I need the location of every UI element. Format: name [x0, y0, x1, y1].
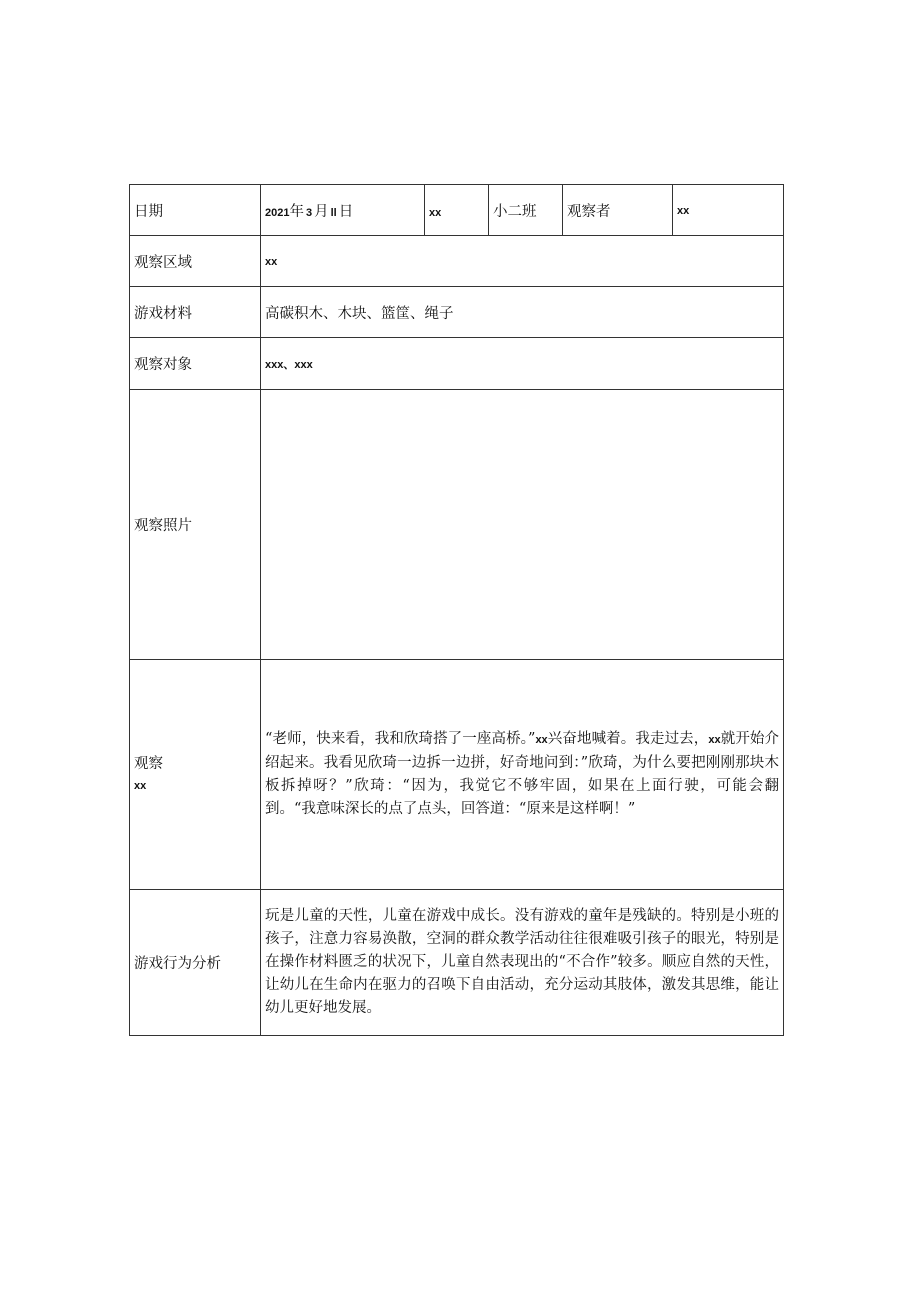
date-day-suffix: 日: [338, 203, 354, 220]
observer-label: 观察者: [563, 185, 673, 236]
observation-text-xx2: xx: [708, 734, 721, 746]
observation-label-cell: [130, 660, 261, 890]
date-month-suffix: 月: [314, 203, 329, 220]
area-cell: [261, 236, 784, 287]
person-value: xx: [429, 207, 442, 219]
analysis-text: 玩是儿童的天性，儿童在游戏中成长。没有游戏的童年是残缺的。特别是小班的孩子，注意力容易涣散，空洞的群众教学活动往往很难吸引孩子的眼光，特别是在操作材料匮乏的状况下，儿童自然表现出的“不合作”较多。顺应自然的天性，让幼儿在生命内在驱力的召唤下自由活动，充分运动其肢体，激发其思维，能让幼儿更好地发展。: [265, 908, 779, 1016]
subjects-cell: [261, 338, 784, 390]
photo-label: 观察照片: [130, 390, 261, 660]
date-label: 日期: [130, 185, 261, 236]
materials-value: 高碳积木、木块、篮筐、绳子: [261, 287, 784, 338]
analysis-label: 游戏行为分析: [130, 890, 261, 1036]
observation-text-part2: 兴奋地喊着。我走过去，: [547, 731, 709, 747]
materials-row: [130, 287, 784, 338]
observer-cell: [673, 185, 784, 236]
observation-label-person: xx: [134, 779, 147, 792]
analysis-text-cell: [261, 890, 784, 1036]
observation-text: [265, 728, 779, 821]
subjects-label: 观察对象: [130, 338, 261, 390]
header-row: [130, 185, 784, 236]
observation-text-cell: [261, 660, 784, 890]
date-year-suffix: 年: [289, 203, 304, 220]
observation-text-xx1: xx: [535, 734, 548, 746]
date-year: 2021: [265, 206, 290, 219]
date-month: 3: [305, 206, 313, 219]
analysis-row: [130, 890, 784, 1036]
observer-value: xx: [677, 205, 690, 217]
date-value: [261, 185, 425, 236]
observation-text-part3: 就开始介绍起来。我看见欣琦一边拆一边拼，好奇地问到：”欣琦，为什么要把刚刚那块木板拆掉呀？”欣琦：“因为，我觉它不够牢固，如果在上面行驶，可能会翻到。“我意味深长的点了点头，回答道：“原来是这样啊！”: [265, 731, 780, 817]
materials-label: 游戏材料: [130, 287, 261, 338]
subjects-row: [130, 338, 784, 390]
observation-record-table: [129, 184, 784, 1036]
observation-text-part1: “老师，快来看，我和欣琦搭了一座高桥。”: [265, 731, 536, 747]
subjects-value: xxx、xxx: [265, 358, 313, 371]
photo-row: [130, 390, 784, 660]
area-row: [130, 236, 784, 287]
date-day: ll: [330, 206, 337, 219]
observation-label: 观察: [134, 755, 163, 772]
observation-row: [130, 660, 784, 890]
area-label: 观察区域: [130, 236, 261, 287]
person-cell: [425, 185, 489, 236]
class-name: 小二班: [489, 185, 563, 236]
area-value: xx: [265, 256, 278, 268]
photo-area: [261, 390, 784, 660]
